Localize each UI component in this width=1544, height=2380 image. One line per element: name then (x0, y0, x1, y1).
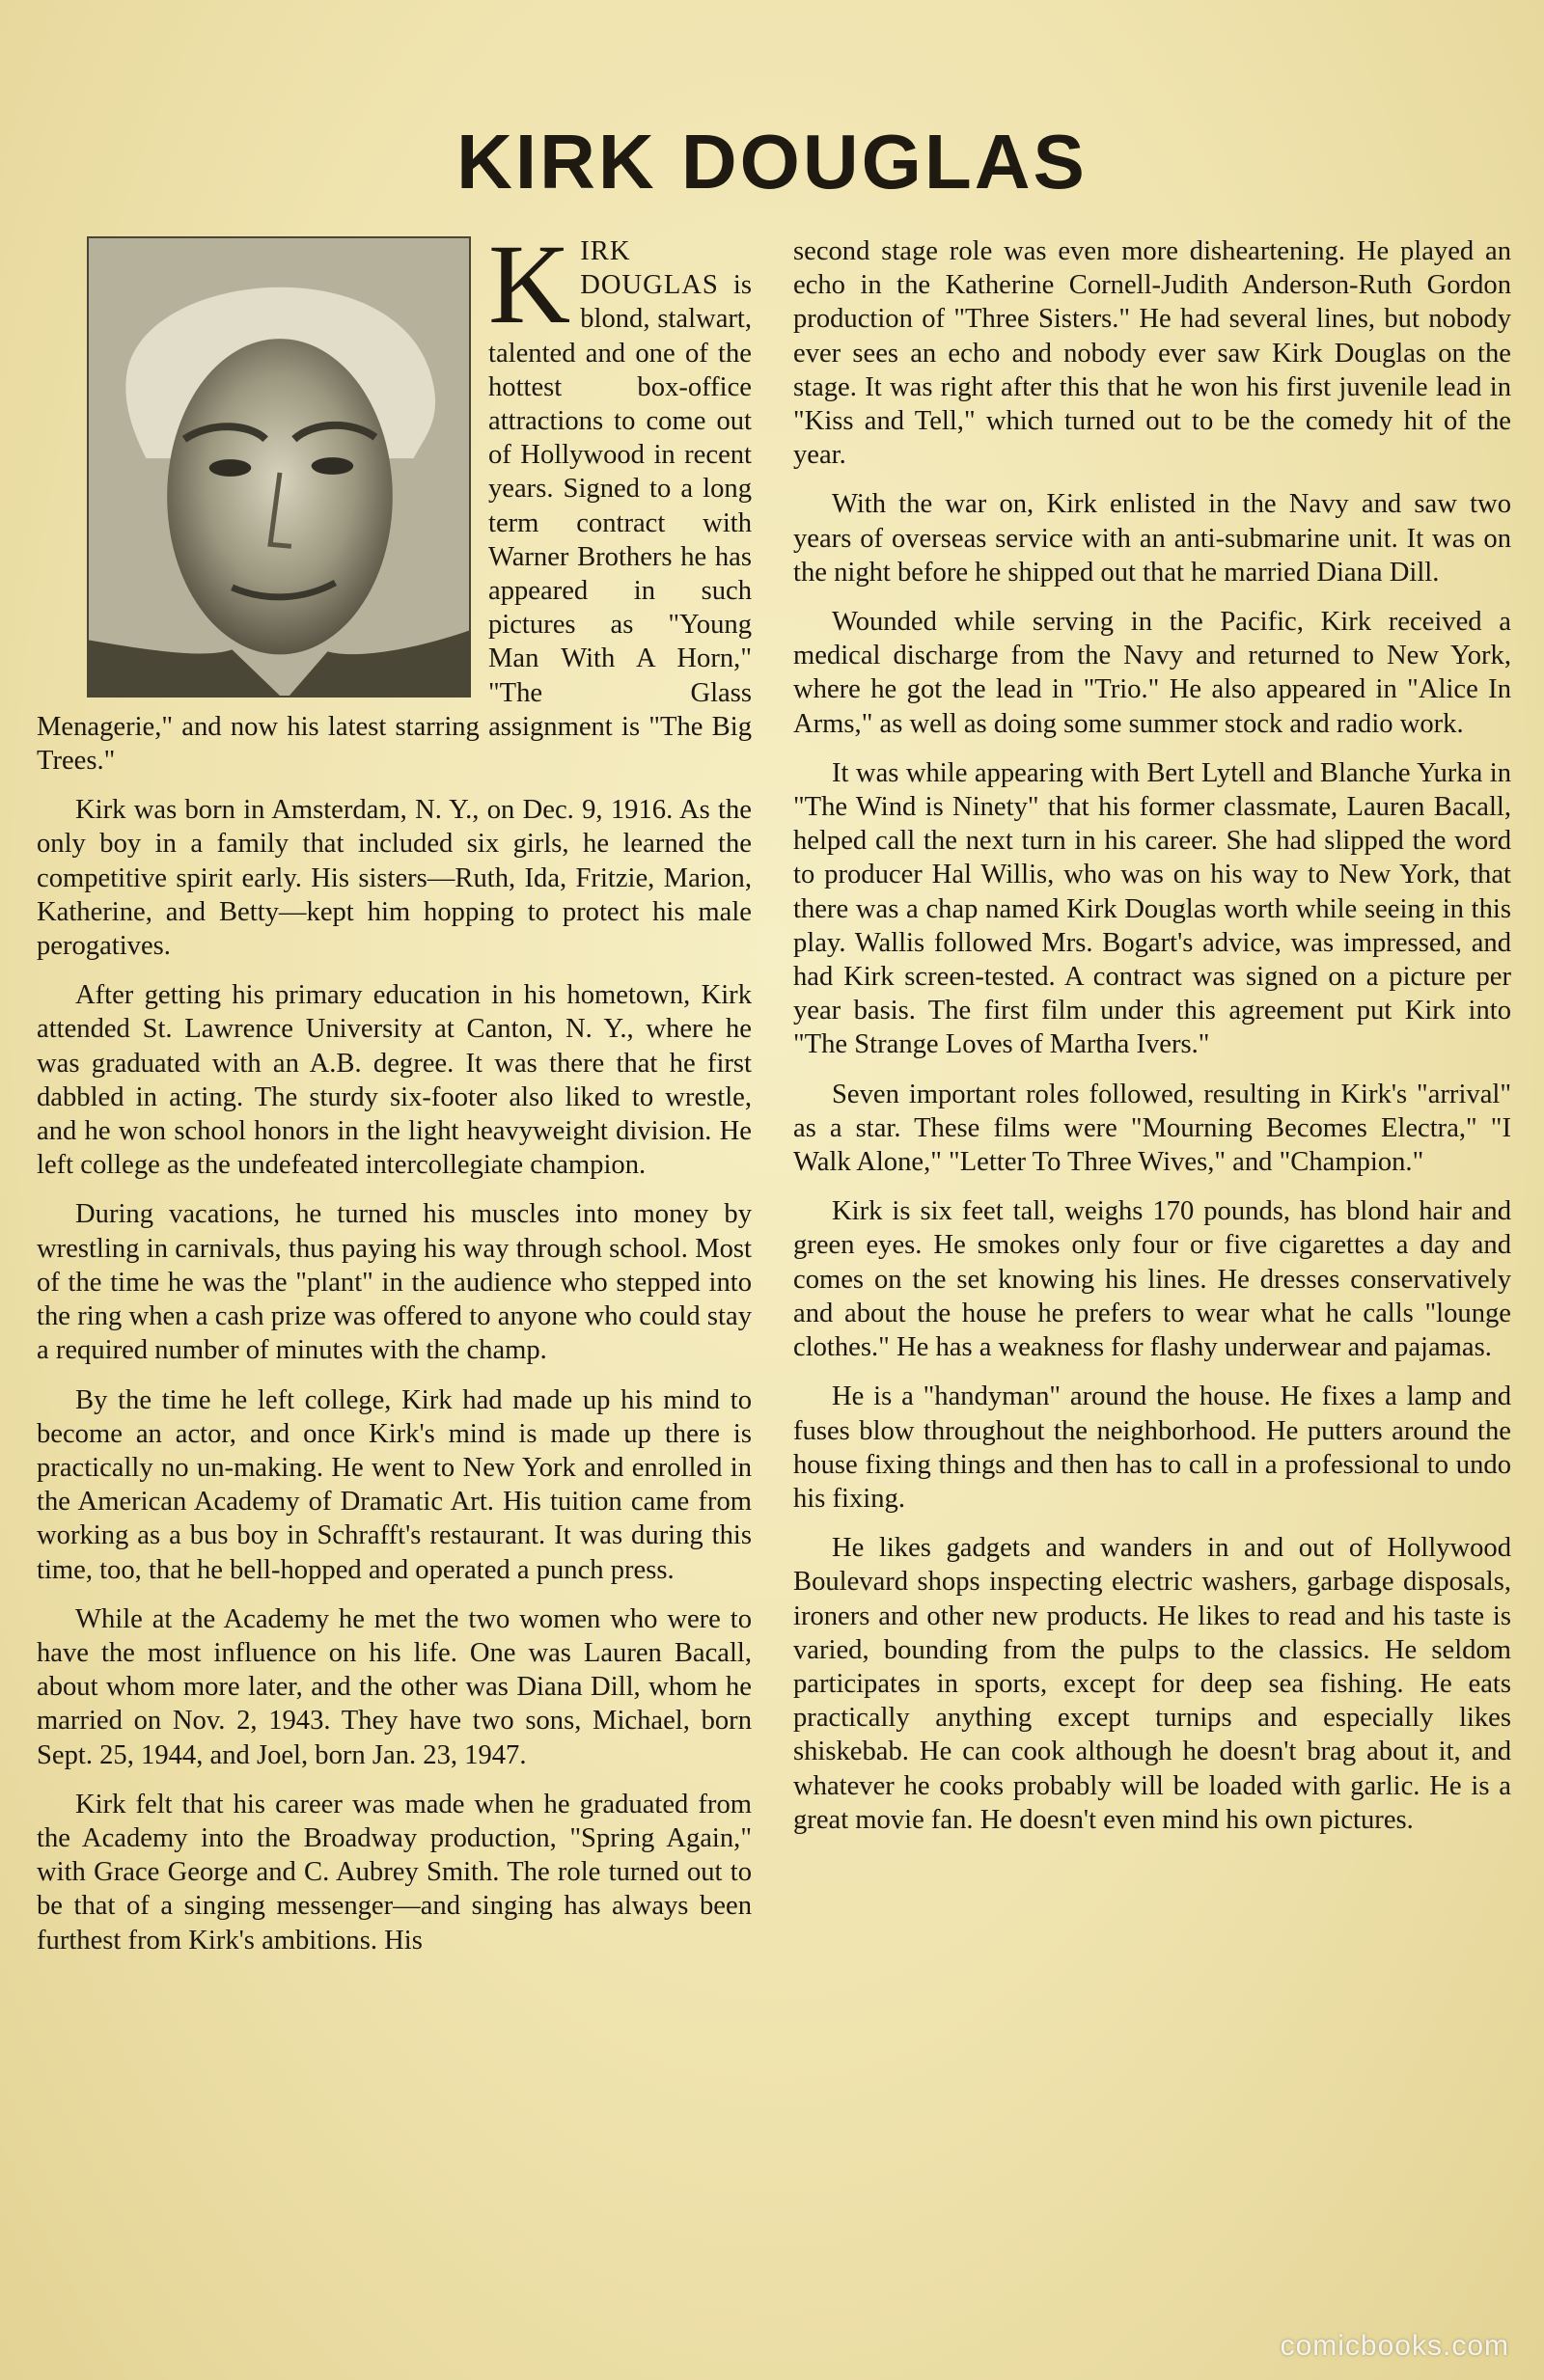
left-paragraph: By the time he left college, Kirk had made up his mind to become an actor, and once Kirk's mind is made up there is practically no un-making. He went to New York and enrolled in the American Academy of Dramatic Art. His tuition came from working as a bus boy in Schrafft's restaurant. It was during this time, too, that he bell-hopped and operated a punch press. (37, 1384, 752, 1585)
right-paragraph: It was while appearing with Bert Lytell and Blanche Yurka in "The Wind is Ninety" that his former classmate, Lauren Bacall, helped call the next turn in his career. She had slipped the word to producer Hal Willis, who was on his way to New York, that there was a chap named Kirk Douglas worth while seeing in this play. Wallis followed Mrs. Bogart's advice, was impressed, and had Kirk screen-tested. A contract was signed on a picture per year basis. The first film under this agreement put Kirk into "The Strange Loves of Martha Ivers." (793, 757, 1511, 1060)
right-paragraph: He is a "handyman" around the house. He fixes a lamp and fuses blow throughout the neighborhood. He putters around the house fixing things and then has to call in a professional to undo his fixing. (793, 1381, 1511, 1514)
portrait-photo-icon (87, 236, 471, 698)
right-paragraph: With the war on, Kirk enlisted in the Navy and saw two years of overseas service with an anti-submarine unit. It was on the night before he shipped out that he married Diana Dill. (793, 489, 1511, 588)
site-watermark: comicbooks.com (1280, 2330, 1509, 2362)
left-paragraph: While at the Academy he met the two women who were to have the most influence on his life. One was Lauren Bacall, about whom more later, and the other was Diana Dill, whom he married on Nov. 2, 1943. They have two sons, Michael, born Sept. 25, 1944, and Joel, born Jan. 23, 1947. (37, 1603, 752, 1770)
continued-paragraph: second stage role was even more disheartening. He played an echo in the Katherine Cornell-Judith Anderson-Ruth Gordon production of "Three Sisters." He had several lines, but nobody ever sees an echo and nobody ever saw Kirk Douglas on the stage. It was right after this that he won his first juvenile lead in "Kiss and Tell," which turned out to be the comedy hit of the year. (793, 236, 1511, 471)
left-column (37, 234, 752, 2366)
left-paragraph: After getting his primary education in his hometown, Kirk attended St. Lawrence University at Canton, N. Y., where he was graduated with an A.B. degree. It was there that he first dabbled in acting. The sturdy six-footer also liked to wrestle, and he won school honors in the light heavyweight division. He left college as the undefeated intercollegiate champion. (37, 980, 752, 1181)
drop-cap: K (488, 234, 571, 347)
right-paragraph: Seven important roles followed, resulting in Kirk's "arrival" as a star. These films were "Mourning Becomes Electra," "I Walk Alone," "Letter To Three Wives," and "Champion." (793, 1079, 1511, 1178)
right-paragraph: He likes gadgets and wanders in and out of Hollywood Boulevard shops inspecting electric washers, garbage disposals, ironers and other new products. He likes to read and his taste is varied, bounding from the pulps to the classics. He seldom participates in sports, except for deep sea fishing. He eats practically anything except turnips and especially likes shiskebab. He can cook although he doesn't brag about it, and whatever he cooks probably will be loaded with garlic. He is a great movie fan. He doesn't even mind his own pictures. (793, 1533, 1511, 1835)
right-paragraph: Wounded while serving in the Pacific, Kirk received a medical discharge from the Navy and returned to New York, where he got the lead in "Trio." He also appeared in "Alice In Arms," as well as doing some summer stock and radio work. (793, 607, 1511, 739)
left-paragraph: Kirk felt that his career was made when he graduated from the Academy into the Broadway production, "Spring Again," with Grace George and C. Aubrey Smith. The role turned out to be that of a singing messenger—and singing has always been furthest from Kirk's ambitions. His (37, 1789, 752, 1956)
left-paragraph: Kirk was born in Amsterdam, N. Y., on Dec. 9, 1916. As the only boy in a family that included six girls, he learned the competitive spirit early. His sisters—Ruth, Ida, Fritzie, Marion, Katherine, and Betty—kept him hopping to protect his male perogatives. (37, 795, 752, 962)
right-paragraph: Kirk is six feet tall, weighs 170 pounds, has blond hair and green eyes. He smokes only four or five cigarettes a day and comes on the set knowing his lines. He dresses conservatively and about the house he prefers to wear what he calls "lounge clothes." He has a weakness for flashy underwear and pajamas. (793, 1196, 1511, 1363)
article-title: KIRK DOUGLAS (456, 119, 1088, 205)
left-paragraph: During vacations, he turned his muscles into money by wrestling in carnivals, thus paying his way through school. Most of the time he was the "plant" in the audience who stepped into the ring when a cash prize was offered to anyone who could stay a required number of minutes with the champ. (37, 1199, 752, 1366)
intro-lead: IRK DOUGLAS (580, 236, 719, 301)
portrait-drawing (89, 238, 469, 696)
right-column (793, 234, 1511, 2366)
intro-text: is blond, stalwart, talented and one of the hottest box-office attractions to come out of Hollywood in recent years. Signed to a long term contract with Warner Brothers he has appeared in such pictures as "Young Man With A Horn," "The Glass Menagerie," and now his latest starring assignment is "The Big Trees." (37, 270, 752, 777)
